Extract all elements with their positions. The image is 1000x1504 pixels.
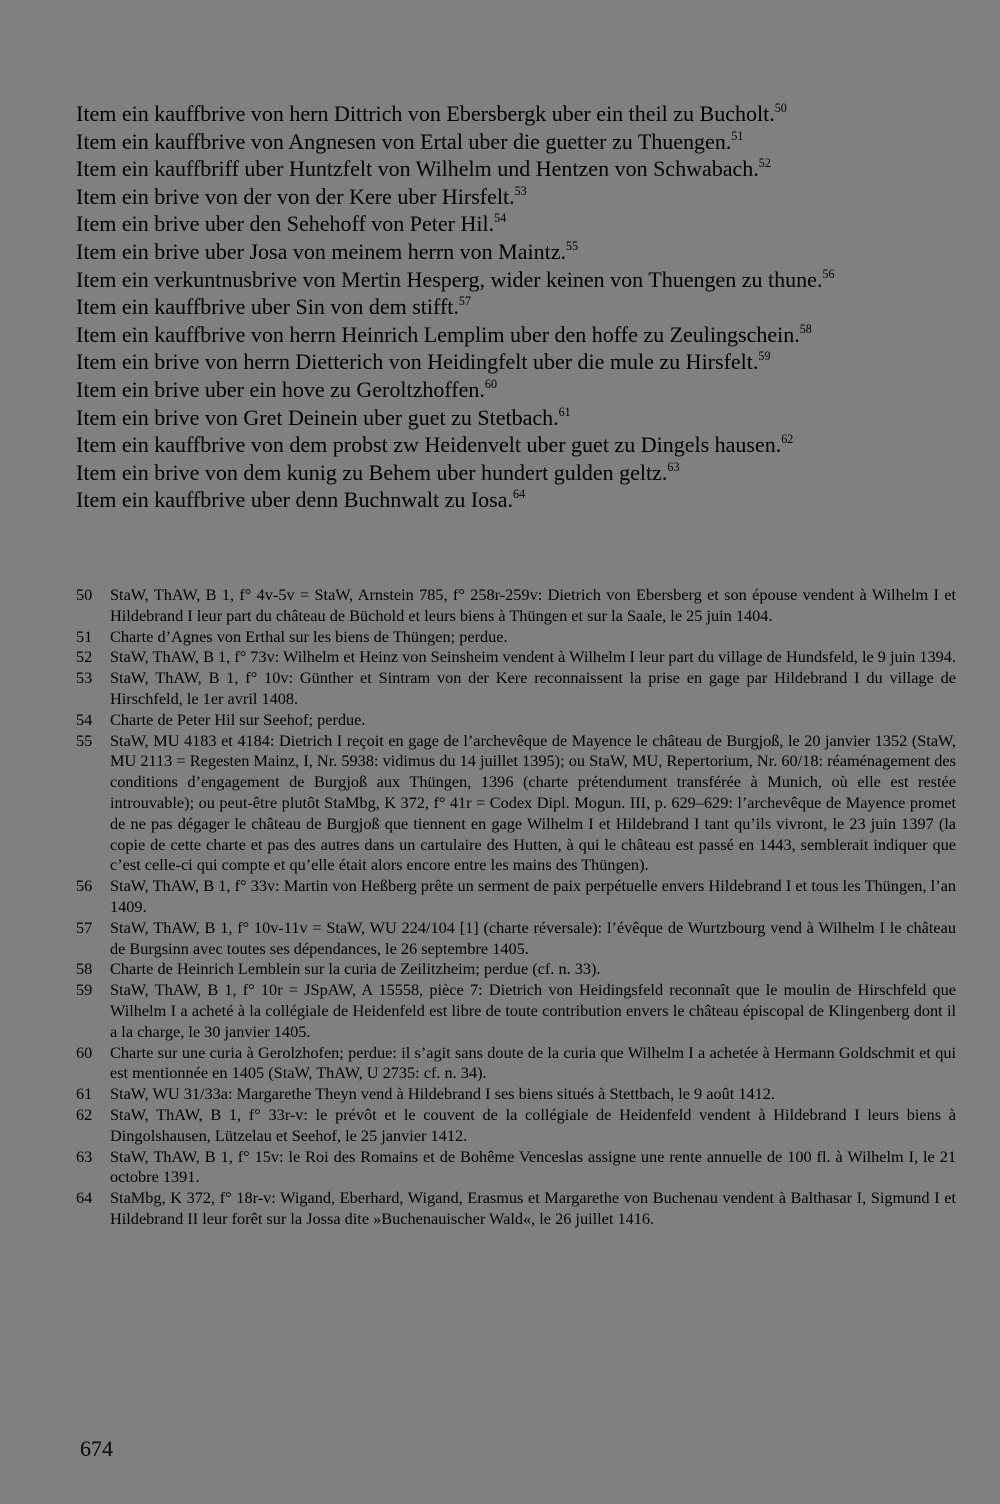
footnote (76, 1188, 956, 1230)
footnote-number: 51 (76, 626, 93, 646)
main-line: Item ein kauffbrive uber denn Buchnwalt zu Iosa.$^{64}$ (76, 487, 526, 513)
footnote-number: 63 (76, 1146, 93, 1166)
footnote-number: 58 (76, 959, 93, 979)
main-line: Item ein kauffbrive von herrn Heinrich Lemplim uber den hoffe zu Zeulingschein.$^{58}$ (76, 321, 812, 347)
footnote (76, 918, 956, 960)
footnote-ref: 58 (799, 321, 812, 336)
main-line: Item ein kauffbrive von hern Dittrich von Ebersbergk uber ein theil zu Bucholt.$^{50}$ (76, 100, 787, 126)
main-line: Item ein verkuntnusbrive von Mertin Hesperg, wider keinen von Thuengen zu thune.$^{56}$ (76, 266, 835, 292)
footnote-text: StaW, ThAW, B 1, f° 73v: Wilhelm et Heinz von Seinsheim vendent à Wilhelm I leur part du village de Hundsfeld, le 9 juin 1394. (110, 647, 957, 667)
footnote-number: 56 (76, 876, 93, 896)
footnote-ref: 57 (458, 294, 471, 309)
footnote-number: 55 (76, 730, 93, 750)
footnote-text: StaW, ThAW, B 1, f° 10v: Günther et Sintram von der Kere reconnaissent la prise en gage par Hildebrand I du village de Hirschfeld, le 1er avril 1408. (110, 668, 956, 708)
footnote-number: 54 (76, 709, 93, 729)
main-line: Item ein kauffbrive von dem probst zw Heidenvelt uber guet zu Dingels hausen.$^{62}$ (76, 432, 794, 458)
footnote (76, 585, 956, 627)
footnote-ref: 53 (514, 183, 527, 198)
footnote-text: Charte de Peter Hil sur Seehof; perdue. (110, 709, 366, 729)
main-line: Item ein brive von der von der Kere uber Hirsfelt.$^{53}$ (76, 183, 527, 209)
footnote-ref: 52 (758, 156, 771, 171)
footnote-ref: 51 (731, 128, 744, 143)
footnote-text: StaW, MU 4183 et 4184: Dietrich I reçoit en gage de l’archevêque de Mayence le château de Burgjoß, le 20 janvier 1352 (StaW, MU 2113 = Regesten Mainz, I, Nr. 5938: vidimus du 14 juillet 1395); ou StaW, MU, Repertorium, Nr. 60/18: réaménagement des conditions d’engagement de Burgjoß aux Thüngen, 1396 (charte prétendument transférée à Munich, où elle est restée introuvable); ou peut-être plutôt StaMbg, K 372, f° 41r = Codex Dipl. Mogun. III, p. 629–629: l’archevêque de Mayence promet de ne pas dégager le château de Burgjoß que tiennent en gage Wilhelm I et Hildebrand I tant qu’ils vivront, le 23 juin 1397 (la copie de cette charte et pas des autres dans un cartulaire des Hutten, à qui le château est passé en 1443, semblerait indiquer que c’est celle-ci qui compte et qu’elle était alors encore entre les mains des Thüngen). (110, 730, 956, 875)
footnote (76, 1147, 956, 1189)
footnote-ref: 63 (667, 459, 680, 474)
footnote-text: Charte sur une curia à Gerolzhofen; perdue: il s’agit sans doute de la curia que Wilhelm I a achetée à Hermann Goldschmit et qui est mentionnée en 1405 (StaW, ThAW, U 2735: cf. n. 34). (110, 1042, 956, 1083)
footnote-number: 53 (76, 668, 93, 688)
footnote-text: StaW, ThAW, B 1, f° 10v-11v = StaW, WU 224/104 [1] (charte réversale): l’évêque de Wurtzbourg vend à Wilhelm I le château de Burgsinn avec toutes ses dépendances, le 26 septembre 1405. (110, 917, 956, 958)
main-line: Item ein kauffbrive uber Sin von dem stifft.$^{57}$ (76, 294, 471, 320)
footnote-ref: 50 (774, 100, 787, 115)
footnote-text: StaW, ThAW, B 1, f° 4v-5v = StaW, Arnstein 785, f° 258r-259v: Dietrich von Ebersberg et son épouse vendent à Wilhelm I et Hildebrand I leur part du château de Büchold et leurs biens à Thüngen et sur la Saale, le 25 juin 1404. (110, 585, 956, 625)
footnote-text: Charte de Heinrich Lemblein sur la curia de Zeilitzheim; perdue (cf. n. 33). (110, 959, 601, 979)
footnote-text: StaW, ThAW, B 1, f° 10r = JSpAW, A 15558, pièce 7: Dietrich von Heidingsfeld reconnaît que le moulin de Hirschfeld que Wilhelm I a acheté à la collégiale de Heidenfeld est libre de toute contribution envers le château épiscopal de Klingenberg dont il a la charge, le 30 janvier 1405. (110, 980, 956, 1041)
footnote-ref: 61 (558, 404, 571, 419)
footnote-text: StaW, ThAW, B 1, f° 33v: Martin von Heßberg prête un serment de paix perpétuelle envers Hildebrand I et tous les Thüngen, l’an 1409. (110, 876, 956, 916)
footnote-ref: 56 (822, 266, 835, 281)
footnote-number: 62 (76, 1104, 93, 1124)
footnote (76, 647, 956, 668)
footnote-ref: 62 (781, 432, 794, 447)
footnote (76, 627, 956, 648)
footnote-text: StaMbg, K 372, f° 18r-v: Wigand, Eberhard, Wigand, Erasmus et Margarethe von Buchenau vendent à Balthasar I, Sigmund I et Hildebrand II leur forêt sur la Jossa dite »Buchenauischer Wald«, le 26 juillet 1416. (110, 1188, 956, 1228)
footnote-text: StaW, ThAW, B 1, f° 33r-v: le prévôt et le couvent de la collégiale de Heidenfeld vendent à Hildebrand I leurs biens à Dingolshausen, Lützelau et Seehof, le 25 janvier 1412. (110, 1104, 956, 1145)
footnote-number: 64 (76, 1188, 93, 1208)
footnote-ref: 55 (565, 238, 579, 253)
main-line: Item ein brive von Gret Deinein uber guet zu Stetbach.$^{61}$ (76, 404, 571, 430)
footnote (76, 1084, 956, 1105)
footnote (76, 668, 956, 710)
footnote (76, 1043, 956, 1085)
footnote-ref: 54 (494, 211, 507, 226)
main-line: Item ein brive uber Josa von meinem herrn von Maintz.$^{55}$ (76, 238, 579, 264)
footnote-text: StaW, ThAW, B 1, f° 15v: le Roi des Romains et de Bohême Venceslas assigne une rente annuelle de 100 fl. à Wilhelm I, le 21 octobre 1391. (110, 1146, 956, 1187)
main-line: Item ein brive von dem kunig zu Behem uber hundert gulden geltz.$^{63}$ (76, 459, 680, 485)
main-line: Item ein kauffbriff uber Huntzfelt von Wilhelm und Hentzen von Schwabach.$^{52}$ (76, 156, 771, 182)
main-line: Item ein brive uber den Sehehoff von Peter Hil.$^{54}$ (76, 211, 507, 237)
footnote-number: 50 (76, 585, 93, 604)
footnote (76, 731, 956, 877)
footnote (76, 876, 956, 918)
footnote-number: 57 (76, 917, 93, 937)
footnote (76, 980, 956, 1042)
page-number: 674 (80, 1436, 113, 1461)
footnote-text: Charte d’Agnes von Erthal sur les biens de Thüngen; perdue. (110, 626, 508, 646)
footnote-ref: 60 (484, 376, 497, 391)
footnote-ref: 64 (513, 487, 526, 502)
footnote (76, 710, 956, 731)
main-line: Item ein kauffbrive von Angnesen von Ertal uber die guetter zu Thuengen.$^{51}$ (76, 128, 744, 154)
main-line: Item ein brive von herrn Dietterich von Heidingfelt uber die mule zu Hirsfelt.$^{59}$ (76, 349, 771, 375)
footnote-number: 61 (76, 1084, 93, 1104)
footnote-number: 52 (76, 647, 93, 667)
footnotes (76, 585, 956, 1230)
footnote-ref: 59 (758, 349, 771, 364)
main-line: Item ein brive uber ein hove zu Geroltzhoffen.$^{60}$ (76, 376, 497, 402)
footnote-number: 60 (76, 1042, 93, 1062)
footnote-text: StaW, WU 31/33a: Margarethe Theyn vend à Hildebrand I ses biens situés à Stettbach, le 9 août 1412. (110, 1084, 775, 1104)
footnote (76, 959, 956, 980)
main-text-block (76, 100, 956, 514)
footnote-number: 59 (76, 980, 93, 1000)
footnote (76, 1105, 956, 1147)
